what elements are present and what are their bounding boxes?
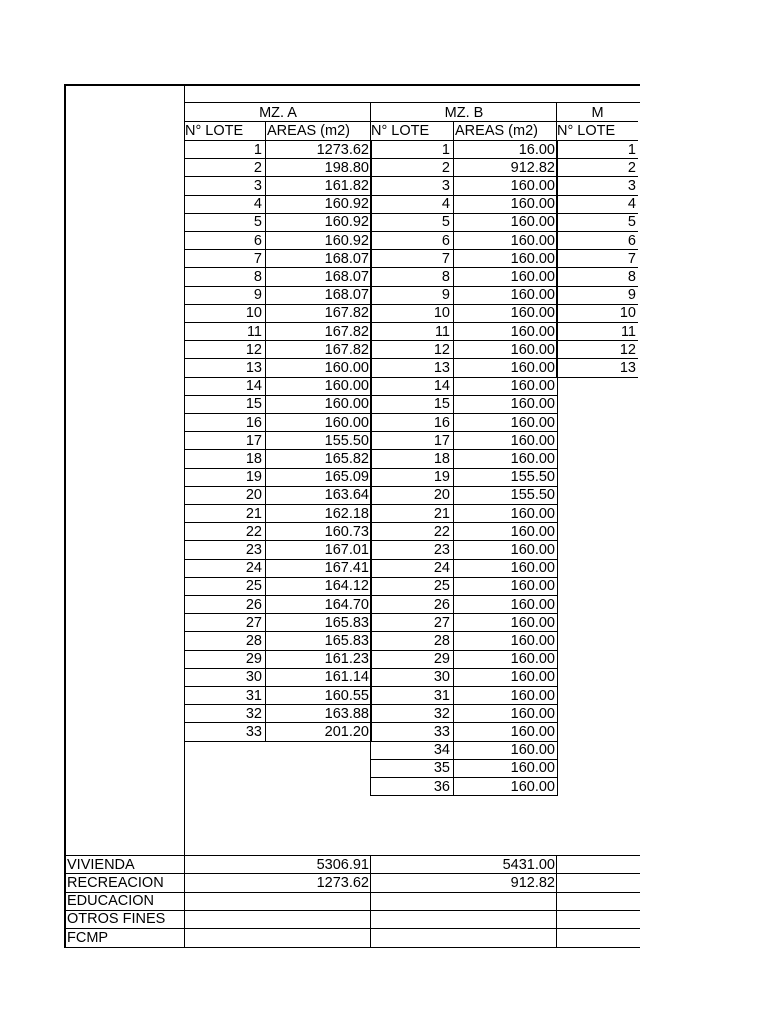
- lot-area-cell[interactable]: 160.00: [510, 614, 555, 631]
- lot-area-cell[interactable]: 16.00: [518, 141, 555, 158]
- lot-number-cell[interactable]: 10: [619, 305, 636, 322]
- lot-area-cell[interactable]: 160.00: [510, 723, 555, 740]
- lot-area-cell[interactable]: 160.92: [324, 214, 369, 231]
- summary-label[interactable]: OTROS FINES: [67, 911, 166, 928]
- col-header-lot[interactable]: N° LOTE: [557, 123, 616, 139]
- lot-area-cell[interactable]: 165.83: [324, 632, 369, 649]
- lot-number-cell[interactable]: 18: [245, 450, 262, 467]
- lot-number-cell[interactable]: 3: [627, 177, 636, 194]
- lot-number-cell[interactable]: 30: [245, 669, 262, 686]
- lot-area-cell[interactable]: 160.00: [510, 268, 555, 285]
- summary-value-cell[interactable]: [559, 929, 636, 947]
- lot-area-cell[interactable]: 165.83: [324, 614, 369, 631]
- header-split-line: [453, 121, 454, 140]
- lot-number-cell[interactable]: 10: [433, 305, 450, 322]
- lot-area-cell[interactable]: 160.00: [510, 396, 555, 413]
- lot-number-cell[interactable]: 9: [253, 287, 262, 304]
- block-title[interactable]: M: [591, 105, 604, 121]
- lot-number-cell[interactable]: 7: [627, 250, 636, 267]
- lot-area-cell[interactable]: 160.00: [510, 523, 555, 540]
- lot-area-cell[interactable]: 160.00: [510, 214, 555, 231]
- lot-number-cell[interactable]: 27: [245, 614, 262, 631]
- block-left-line: [184, 140, 185, 742]
- lot-number-cell[interactable]: 21: [433, 505, 450, 522]
- lot-number-cell[interactable]: 13: [433, 359, 450, 376]
- lot-area-cell[interactable]: 164.12: [324, 578, 369, 595]
- lot-number-cell[interactable]: 2: [253, 159, 262, 176]
- lot-area-cell[interactable]: 167.82: [324, 305, 369, 322]
- lot-area-cell[interactable]: 165.09: [324, 469, 369, 486]
- block-divider: [370, 103, 371, 121]
- lot-number-cell[interactable]: 11: [246, 323, 262, 340]
- block-title[interactable]: MZ. B: [444, 105, 484, 121]
- lot-number-cell[interactable]: 26: [245, 596, 262, 613]
- col-header-lot[interactable]: N° LOTE: [185, 123, 244, 139]
- lot-number-cell[interactable]: 1: [441, 141, 450, 158]
- lot-number-cell[interactable]: 4: [441, 196, 450, 213]
- lot-area-cell[interactable]: 155.50: [510, 487, 555, 504]
- lot-number-cell[interactable]: 8: [253, 268, 262, 285]
- lot-area-cell[interactable]: 160.00: [510, 432, 555, 449]
- summary-value-cell[interactable]: [187, 892, 369, 910]
- lot-number-cell[interactable]: 5: [627, 214, 636, 231]
- lot-area-cell[interactable]: 160.73: [324, 523, 369, 540]
- lot-area-cell[interactable]: 161.82: [324, 177, 369, 194]
- lot-number-cell[interactable]: 26: [433, 596, 450, 613]
- lot-number-cell[interactable]: 8: [441, 268, 450, 285]
- lot-area-cell[interactable]: 160.00: [510, 378, 555, 395]
- lot-number-cell[interactable]: 30: [433, 669, 450, 686]
- lot-area-cell[interactable]: 168.07: [324, 250, 369, 267]
- lot-area-cell[interactable]: 160.00: [510, 232, 555, 249]
- summary-value-cell[interactable]: [373, 910, 555, 928]
- lot-number-cell[interactable]: 34: [433, 742, 450, 759]
- summary-label[interactable]: VIVIENDA: [67, 856, 135, 873]
- frame-top-border: [64, 84, 640, 86]
- lot-area-cell[interactable]: 912.82: [510, 159, 555, 176]
- lot-area-cell[interactable]: 160.00: [510, 323, 555, 340]
- lot-number-cell[interactable]: 14: [245, 378, 262, 395]
- lot-number-cell[interactable]: 18: [433, 450, 450, 467]
- lot-area-cell[interactable]: 201.20: [324, 723, 369, 740]
- lot-number-cell[interactable]: 14: [433, 378, 450, 395]
- block-left-line: [370, 140, 371, 796]
- lot-area-cell[interactable]: 160.00: [510, 341, 555, 358]
- summary-value-cell[interactable]: 5431.00: [502, 856, 555, 873]
- lot-number-cell[interactable]: 10: [245, 305, 262, 322]
- lot-number-cell[interactable]: 12: [245, 341, 262, 358]
- summary-value-cell[interactable]: [373, 892, 555, 910]
- summary-value-cell[interactable]: [373, 929, 555, 947]
- lot-number-cell[interactable]: 25: [245, 578, 262, 595]
- lot-number-cell[interactable]: 6: [441, 232, 450, 249]
- lot-area-cell[interactable]: 160.00: [510, 742, 555, 759]
- col-header-lot[interactable]: N° LOTE: [371, 123, 430, 139]
- lot-number-cell[interactable]: 25: [433, 578, 450, 595]
- lot-area-divider: [453, 140, 454, 796]
- lot-number-cell[interactable]: 4: [627, 196, 636, 213]
- summary-value-cell[interactable]: [559, 874, 636, 892]
- summary-value-cell[interactable]: 912.82: [510, 874, 555, 891]
- summary-value-cell[interactable]: [559, 892, 636, 910]
- lot-area-cell[interactable]: 160.00: [510, 250, 555, 267]
- lot-area-cell[interactable]: 160.00: [510, 177, 555, 194]
- lot-area-cell[interactable]: 160.00: [510, 669, 555, 686]
- summary-col-divider: [556, 855, 557, 948]
- summary-value-cell[interactable]: [187, 929, 369, 947]
- lot-number-cell[interactable]: 35: [433, 760, 450, 777]
- summary-col-divider: [370, 855, 371, 948]
- lot-area-cell[interactable]: 168.07: [324, 268, 369, 285]
- lot-area-cell[interactable]: 160.92: [324, 196, 369, 213]
- lot-number-cell[interactable]: 2: [627, 159, 636, 176]
- lot-area-cell[interactable]: 168.07: [324, 287, 369, 304]
- lot-area-cell[interactable]: 164.70: [324, 596, 369, 613]
- lot-number-cell[interactable]: 17: [433, 432, 450, 449]
- lot-area-cell[interactable]: 160.00: [510, 687, 555, 704]
- lot-number-cell[interactable]: 19: [245, 469, 262, 486]
- table-row-border: [185, 741, 371, 742]
- lot-area-cell[interactable]: 160.00: [324, 414, 369, 431]
- lot-number-cell[interactable]: 28: [245, 632, 262, 649]
- lot-area-divider: [265, 140, 266, 742]
- lot-area-cell[interactable]: 198.80: [324, 159, 369, 176]
- col-header-area[interactable]: AREAS (m2): [455, 123, 538, 139]
- lot-area-cell[interactable]: 160.00: [510, 705, 555, 722]
- lot-number-cell[interactable]: 29: [433, 651, 450, 668]
- lot-area-cell[interactable]: 160.00: [510, 505, 555, 522]
- lot-number-cell[interactable]: 22: [433, 523, 450, 540]
- lot-area-cell[interactable]: 165.82: [324, 450, 369, 467]
- lot-area-cell[interactable]: 167.01: [324, 541, 369, 558]
- lot-number-cell[interactable]: 32: [245, 705, 262, 722]
- lot-number-cell[interactable]: 23: [433, 541, 450, 558]
- lot-number-cell[interactable]: 11: [434, 323, 450, 340]
- lot-number-cell[interactable]: 5: [253, 214, 262, 231]
- lot-number-cell[interactable]: 17: [245, 432, 262, 449]
- lot-area-cell[interactable]: 160.00: [510, 760, 555, 777]
- summary-bottom-border: [64, 947, 640, 948]
- lot-number-cell[interactable]: 15: [433, 396, 450, 413]
- lot-area-cell[interactable]: 160.00: [510, 287, 555, 304]
- lot-number-cell[interactable]: 3: [253, 177, 262, 194]
- lot-number-cell[interactable]: 31: [433, 687, 450, 704]
- summary-label[interactable]: FCMP: [67, 929, 109, 946]
- lot-area-cell[interactable]: 160.92: [324, 232, 369, 249]
- lot-number-cell[interactable]: 23: [245, 541, 262, 558]
- lot-number-cell[interactable]: 21: [245, 505, 262, 522]
- lot-number-cell[interactable]: 8: [627, 268, 636, 285]
- lot-number-cell[interactable]: 24: [433, 560, 450, 577]
- summary-col-divider: [184, 855, 185, 948]
- lot-area-cell[interactable]: 160.00: [324, 396, 369, 413]
- lot-area-cell[interactable]: 160.55: [324, 687, 369, 704]
- lot-number-cell[interactable]: 19: [433, 469, 450, 486]
- lot-number-cell[interactable]: 4: [253, 196, 262, 213]
- lot-number-cell[interactable]: 1: [253, 141, 262, 158]
- lot-number-cell[interactable]: 7: [441, 250, 450, 267]
- lot-number-cell[interactable]: 9: [627, 287, 636, 304]
- table-row-border: [557, 377, 638, 378]
- lot-number-cell[interactable]: 16: [245, 414, 262, 431]
- lot-area-cell[interactable]: 160.00: [324, 378, 369, 395]
- lot-number-cell[interactable]: 36: [433, 778, 450, 795]
- lot-area-cell[interactable]: 160.00: [510, 778, 555, 795]
- lot-number-cell[interactable]: 6: [627, 232, 636, 249]
- header-split-line: [265, 121, 266, 140]
- block-title[interactable]: MZ. A: [259, 105, 297, 121]
- lot-area-cell[interactable]: 160.00: [510, 560, 555, 577]
- lot-area-cell[interactable]: 160.00: [510, 596, 555, 613]
- lot-area-cell[interactable]: 160.00: [510, 414, 555, 431]
- block-divider: [370, 121, 371, 140]
- summary-value-cell[interactable]: 5306.91: [316, 856, 369, 873]
- lot-area-cell[interactable]: 161.14: [324, 669, 369, 686]
- lot-number-cell[interactable]: 33: [245, 723, 262, 740]
- lot-area-cell[interactable]: 160.00: [510, 578, 555, 595]
- lot-number-cell[interactable]: 28: [433, 632, 450, 649]
- lot-number-cell[interactable]: 27: [433, 614, 450, 631]
- table-row-border: [371, 795, 557, 796]
- lot-number-cell[interactable]: 20: [245, 487, 262, 504]
- lot-number-cell[interactable]: 32: [433, 705, 450, 722]
- lot-area-cell[interactable]: 160.00: [510, 632, 555, 649]
- lot-area-cell[interactable]: 163.88: [324, 705, 369, 722]
- lot-area-cell[interactable]: 161.23: [324, 651, 369, 668]
- lot-number-cell[interactable]: 13: [245, 359, 262, 376]
- summary-label[interactable]: EDUCACION: [67, 893, 155, 910]
- title-row-top-border: [185, 102, 640, 103]
- block-divider: [184, 121, 185, 140]
- lot-area-cell[interactable]: 155.50: [324, 432, 369, 449]
- summary-value-cell[interactable]: 1273.62: [316, 874, 369, 891]
- lot-area-cell[interactable]: 162.18: [324, 505, 369, 522]
- frame-left-border: [64, 84, 66, 948]
- summary-value-cell[interactable]: [187, 910, 369, 928]
- lot-area-cell[interactable]: 160.00: [510, 305, 555, 322]
- lot-number-cell[interactable]: 20: [433, 487, 450, 504]
- lot-area-cell[interactable]: 167.82: [324, 341, 369, 358]
- col-header-area[interactable]: AREAS (m2): [267, 123, 350, 139]
- lot-area-cell[interactable]: 160.00: [324, 359, 369, 376]
- lot-area-cell[interactable]: 160.00: [510, 651, 555, 668]
- block-divider: [556, 103, 557, 140]
- block-left-line: [556, 140, 557, 378]
- lot-number-cell[interactable]: 15: [245, 396, 262, 413]
- lot-area-cell[interactable]: 1273.62: [316, 141, 369, 158]
- lot-area-cell[interactable]: 167.41: [324, 560, 369, 577]
- lot-number-cell[interactable]: 2: [441, 159, 450, 176]
- lot-area-cell[interactable]: 160.00: [510, 450, 555, 467]
- summary-value-cell[interactable]: [559, 856, 636, 874]
- lot-area-cell[interactable]: 160.00: [510, 541, 555, 558]
- lot-area-cell[interactable]: 160.00: [510, 196, 555, 213]
- lot-area-cell[interactable]: 167.82: [324, 323, 369, 340]
- lot-area-cell[interactable]: 160.00: [510, 359, 555, 376]
- lot-number-cell[interactable]: 16: [433, 414, 450, 431]
- lot-number-cell[interactable]: 3: [441, 177, 450, 194]
- lot-number-cell[interactable]: 6: [253, 232, 262, 249]
- summary-label[interactable]: RECREACION: [67, 874, 164, 891]
- lot-number-cell[interactable]: 9: [441, 287, 450, 304]
- lot-number-cell[interactable]: 33: [433, 723, 450, 740]
- lot-number-cell[interactable]: 1: [627, 141, 636, 158]
- lot-number-cell[interactable]: 7: [253, 250, 262, 267]
- lot-number-cell[interactable]: 29: [245, 651, 262, 668]
- lot-number-cell[interactable]: 12: [619, 341, 636, 358]
- lot-area-cell[interactable]: 155.50: [510, 469, 555, 486]
- lot-number-cell[interactable]: 12: [433, 341, 450, 358]
- lot-number-cell[interactable]: 5: [441, 214, 450, 231]
- lot-number-cell[interactable]: 24: [245, 560, 262, 577]
- summary-value-cell[interactable]: [559, 910, 636, 928]
- lot-number-cell[interactable]: 22: [245, 523, 262, 540]
- lot-number-cell[interactable]: 13: [619, 359, 636, 376]
- lot-number-cell[interactable]: 11: [620, 323, 636, 340]
- lot-number-cell[interactable]: 31: [245, 687, 262, 704]
- lot-area-cell[interactable]: 163.64: [324, 487, 369, 504]
